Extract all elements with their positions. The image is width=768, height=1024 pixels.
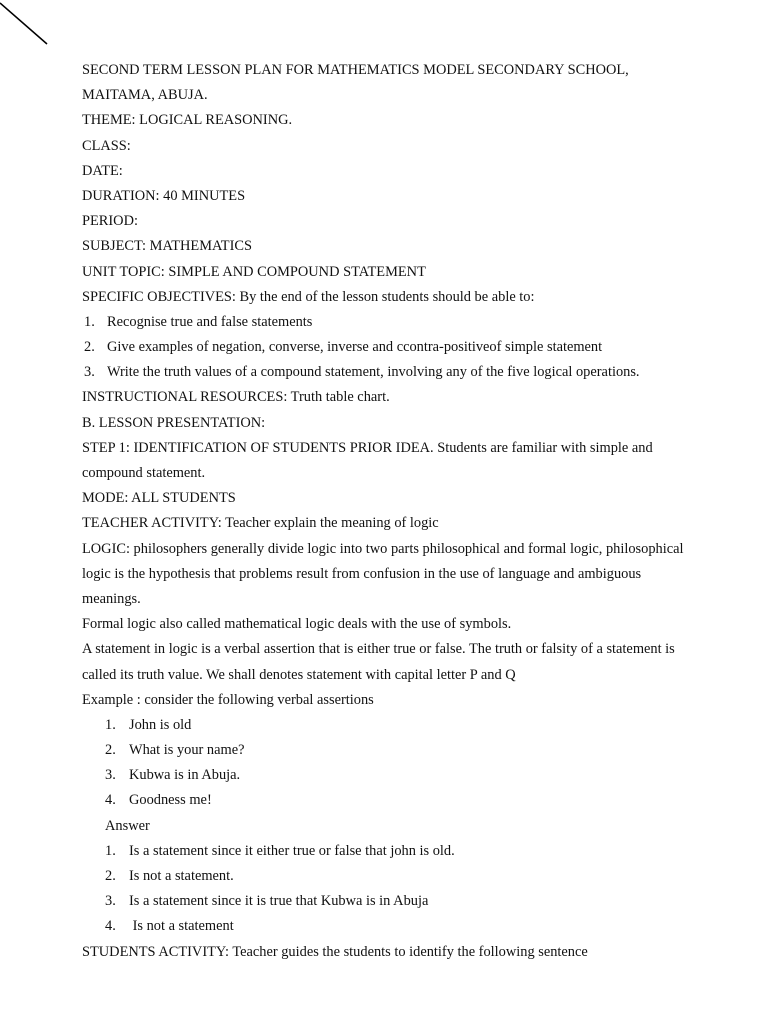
list-item xyxy=(82,738,742,763)
presentation-heading: B. LESSON PRESENTATION: xyxy=(82,414,266,431)
list-number: 4. xyxy=(105,792,116,809)
list-text: Kubwa is in Abuja. xyxy=(129,767,241,784)
list-number: 1. xyxy=(105,842,116,859)
list-text: What is your name? xyxy=(129,742,245,759)
list-number: 3. xyxy=(105,767,116,784)
formal-logic-line: Formal logic also called mathematical logic deals with the use of symbols. xyxy=(82,616,512,633)
list-text: Is not a statement xyxy=(129,918,234,935)
logic-paragraph-line-1: LOGIC: philosophers generally divide logic into two parts philosophical and formal logic, philosophical xyxy=(82,540,684,557)
corner-fold-line xyxy=(0,0,60,60)
subject-line: SUBJECT: MATHEMATICS xyxy=(82,238,252,255)
specific-objectives-line: SPECIFIC OBJECTIVES: By the end of the lesson students should be able to: xyxy=(82,288,535,305)
list-text: Is a statement since it either true or false that john is old. xyxy=(129,842,455,859)
list-item xyxy=(82,864,742,889)
period-line: PERIOD: xyxy=(82,213,138,230)
step1-line-2: compound statement. xyxy=(82,465,206,481)
list-text: Give examples of negation, converse, inverse and ccontra-positiveof simple statement xyxy=(107,339,603,356)
duration-line: DURATION: 40 MINUTES xyxy=(82,187,246,204)
list-number: 3. xyxy=(84,364,95,381)
list-item xyxy=(82,335,742,360)
resources-line: INSTRUCTIONAL RESOURCES: Truth table chart. xyxy=(82,389,390,406)
document-title-line-2: MAITAMA, ABUJA. xyxy=(82,87,208,104)
statement-paragraph-line-2: called its truth value. We shall denotes statement with capital letter P and Q xyxy=(82,666,516,683)
list-item xyxy=(82,310,742,335)
list-number: 2. xyxy=(105,868,116,884)
answers-list xyxy=(82,839,742,940)
list-item xyxy=(82,914,742,939)
list-text: John is old xyxy=(129,716,192,733)
list-item xyxy=(82,713,742,738)
students-activity-line: STUDENTS ACTIVITY: Teacher guides the students to identify the following sentence xyxy=(82,943,588,960)
mode-line: MODE: ALL STUDENTS xyxy=(82,490,236,507)
examples-list xyxy=(82,713,742,814)
logic-paragraph-line-2: logic is the hypothesis that problems result from confusion in the use of language and ambiguous xyxy=(82,565,642,582)
list-item xyxy=(82,763,742,788)
example-heading: Example : consider the following verbal assertions xyxy=(82,691,374,708)
list-item xyxy=(82,889,742,914)
list-text: Goodness me! xyxy=(129,792,212,809)
list-number: 1. xyxy=(105,716,116,733)
list-number: 4. xyxy=(105,918,116,935)
list-number: 1. xyxy=(84,313,95,330)
list-item xyxy=(82,360,742,385)
answer-heading: Answer xyxy=(105,817,150,834)
list-text: Is not a statement. xyxy=(129,868,234,884)
logic-paragraph-line-3: meanings. xyxy=(82,590,141,607)
list-text: Is a statement since it is true that Kubwa is in Abuja xyxy=(129,893,429,910)
teacher-activity-line: TEACHER ACTIVITY: Teacher explain the meaning of logic xyxy=(82,515,439,532)
document-title-line-1: SECOND TERM LESSON PLAN FOR MATHEMATICS MODEL SECONDARY SCHOOL, xyxy=(82,62,629,78)
statement-paragraph-line-1: A statement in logic is a verbal assertion that is either true or false. The truth or falsity of a statement is xyxy=(82,641,675,658)
class-line: CLASS: xyxy=(82,137,131,154)
list-text: Recognise true and false statements xyxy=(107,313,313,330)
list-number: 2. xyxy=(84,339,95,356)
list-text: Write the truth values of a compound statement, involving any of the five logical operations. xyxy=(107,364,640,381)
step1-line-1: STEP 1: IDENTIFICATION OF STUDENTS PRIOR IDEA. Students are familiar with simple and xyxy=(82,439,653,456)
theme-line: THEME: LOGICAL REASONING. xyxy=(82,112,293,129)
list-item xyxy=(82,839,742,864)
list-number: 3. xyxy=(105,893,116,910)
objectives-list xyxy=(82,310,742,386)
list-item xyxy=(82,788,742,813)
date-line: DATE: xyxy=(82,162,123,179)
list-number: 2. xyxy=(105,742,116,759)
document-page xyxy=(82,58,742,965)
unit-topic-line: UNIT TOPIC: SIMPLE AND COMPOUND STATEMENT xyxy=(82,263,426,280)
